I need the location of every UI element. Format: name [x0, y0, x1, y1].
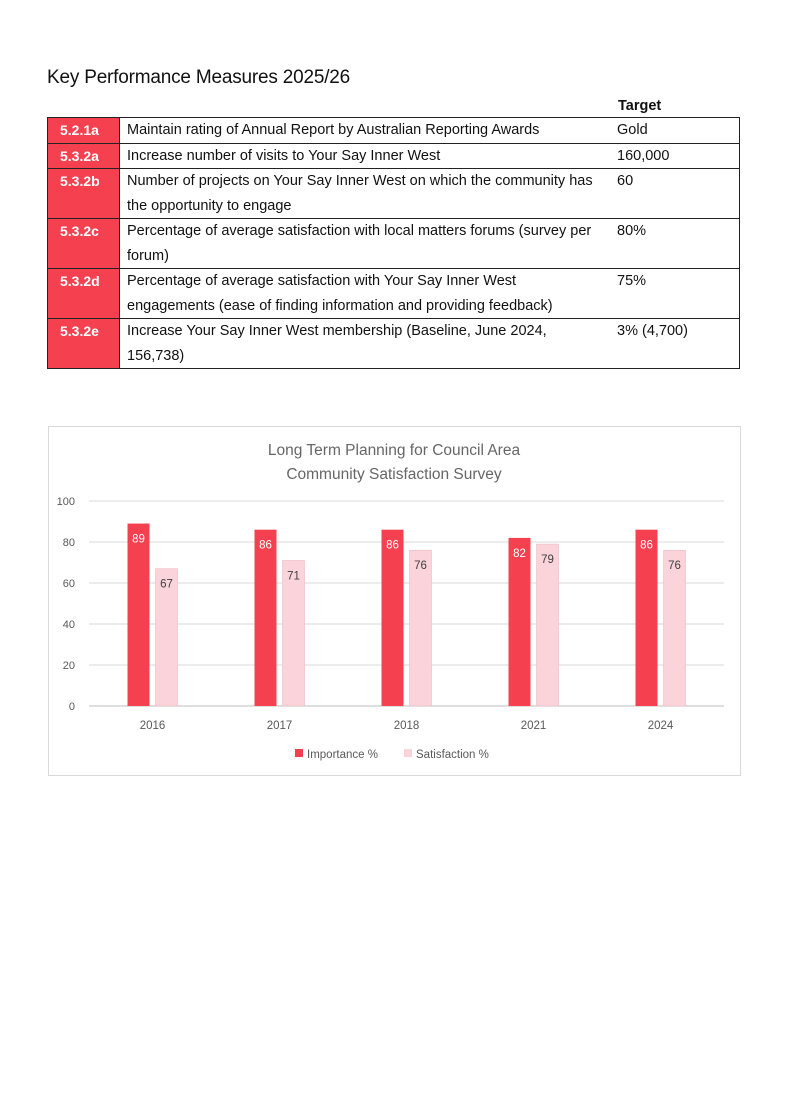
- satisfaction-data-label: 76: [414, 560, 427, 573]
- satisfaction-legend-swatch: [404, 749, 412, 757]
- measure-code: 5.3.2b: [48, 169, 120, 219]
- importance-data-label: 86: [640, 539, 653, 552]
- target-column-header: Target: [618, 98, 662, 114]
- y-tick-label: 20: [62, 660, 75, 672]
- measure-description: Maintain rating of Annual Report by Australian Reporting Awards: [120, 118, 614, 144]
- y-tick-label: 80: [62, 537, 75, 549]
- measure-code: 5.3.2c: [48, 219, 120, 269]
- satisfaction-data-label: 67: [160, 578, 173, 591]
- legend-label: Satisfaction %: [416, 749, 489, 761]
- chart-title-line1: Long Term Planning for Council Area: [267, 442, 521, 459]
- measure-description: Percentage of average satisfaction with local matters forums (survey per forum): [120, 219, 614, 269]
- x-tick-label: 2021: [520, 720, 547, 732]
- x-tick-label: 2017: [266, 720, 293, 732]
- measure-target: 160,000: [613, 143, 740, 169]
- table-row: [48, 269, 740, 319]
- y-tick-label: 0: [68, 701, 75, 713]
- legend-label: Importance %: [307, 749, 378, 761]
- chart-svg: [49, 427, 740, 775]
- measure-target: 80%: [613, 219, 740, 269]
- satisfaction-data-label: 79: [541, 554, 554, 567]
- table-row: [48, 118, 740, 144]
- satisfaction-data-label: 71: [287, 570, 300, 583]
- importance-data-label: 86: [386, 539, 399, 552]
- kpm-table: [47, 117, 740, 369]
- measure-code: 5.3.2e: [48, 319, 120, 369]
- measure-code: 5.3.2a: [48, 143, 120, 169]
- table-row: [48, 169, 740, 219]
- measure-code: 5.3.2d: [48, 269, 120, 319]
- measure-target: 3% (4,700): [613, 319, 740, 369]
- measure-target: Gold: [613, 118, 740, 144]
- satisfaction-bar: [410, 550, 432, 706]
- measure-description: Percentage of average satisfaction with Your Say Inner West engagements (ease of finding information and providing feedback): [120, 269, 614, 319]
- importance-bar: [636, 530, 658, 706]
- chart-title-line2: Community Satisfaction Survey: [286, 466, 502, 483]
- satisfaction-bar: [537, 544, 559, 706]
- satisfaction-data-label: 76: [668, 560, 681, 573]
- importance-bar: [382, 530, 404, 706]
- importance-bar: [255, 530, 277, 706]
- importance-data-label: 89: [132, 533, 145, 546]
- y-tick-label: 40: [62, 619, 75, 631]
- measure-description: Increase number of visits to Your Say Inner West: [120, 143, 614, 169]
- x-tick-label: 2016: [139, 720, 166, 732]
- measure-code: 5.2.1a: [48, 118, 120, 144]
- table-row: [48, 143, 740, 169]
- measure-description: Number of projects on Your Say Inner West on which the community has the opportunity to engage: [120, 169, 614, 219]
- x-tick-label: 2018: [393, 720, 420, 732]
- y-tick-label: 60: [62, 578, 75, 590]
- importance-bar: [509, 538, 531, 706]
- measure-target: 75%: [613, 269, 740, 319]
- measure-target: 60: [613, 169, 740, 219]
- table-row: [48, 219, 740, 269]
- page-heading: Key Performance Measures 2025/26: [47, 67, 351, 88]
- y-tick-label: 100: [56, 496, 75, 508]
- importance-data-label: 86: [259, 539, 272, 552]
- measure-description: Increase Your Say Inner West membership (Baseline, June 2024, 156,738): [120, 319, 614, 369]
- satisfaction-chart: [48, 426, 741, 776]
- table-row: [48, 319, 740, 369]
- x-tick-label: 2024: [647, 720, 674, 732]
- importance-legend-swatch: [295, 749, 303, 757]
- importance-data-label: 82: [513, 547, 526, 560]
- satisfaction-bar: [664, 550, 686, 706]
- importance-bar: [128, 524, 150, 706]
